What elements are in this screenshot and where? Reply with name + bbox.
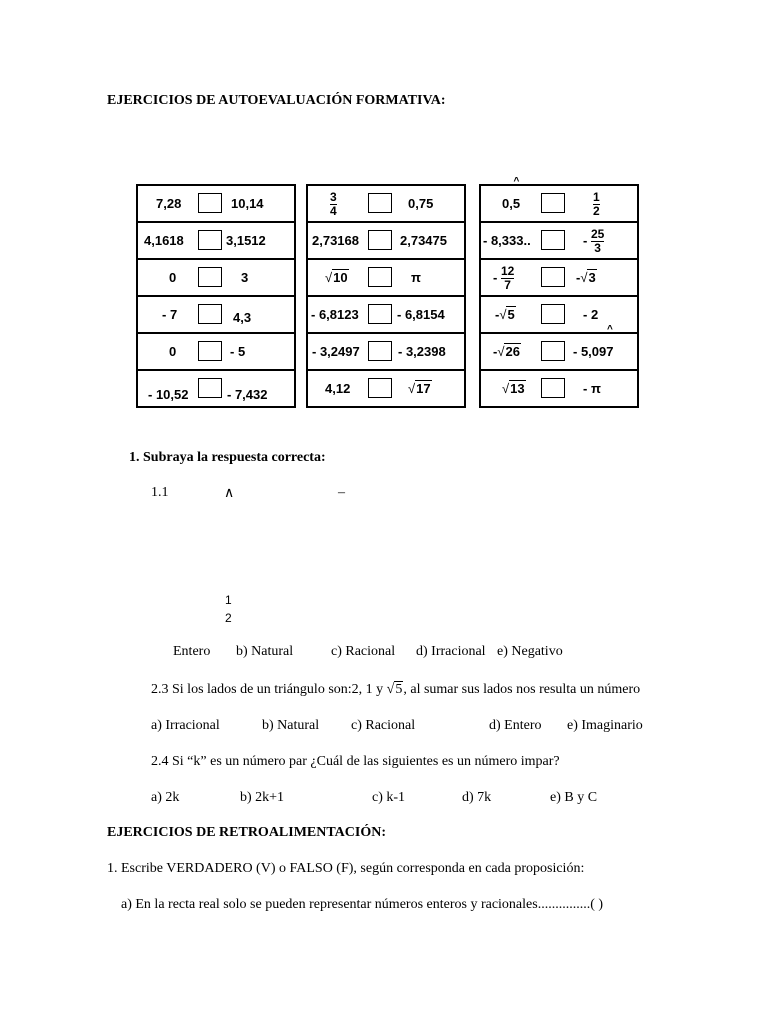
answer-box[interactable]: [368, 193, 392, 213]
left-value: - 10,52: [148, 387, 189, 402]
comparison-row: [138, 371, 294, 406]
comparison-row: [138, 186, 294, 221]
fraction: $\frac{1}{2}$: [593, 190, 600, 219]
left-value: - 6,8123: [311, 307, 359, 322]
left-value: 7,28: [156, 196, 182, 211]
answer-box[interactable]: [198, 378, 222, 398]
answer-box[interactable]: [541, 341, 565, 361]
right-value: π: [411, 270, 421, 285]
left-value: √10: [325, 270, 348, 285]
comparison-row: [138, 334, 294, 369]
feedback-statement-a: a) En la recta real solo se pueden representar números enteros y racionales...............( ): [121, 897, 604, 912]
comparison-row: [308, 223, 464, 258]
answer-box[interactable]: [368, 341, 392, 361]
left-value: 0, ^ 5: [502, 176, 521, 211]
right-value: -√3: [576, 270, 596, 285]
question-1-title: 1. Subraya la respuesta correcta:: [129, 450, 326, 465]
fraction: $\frac{3}{4}$: [330, 190, 337, 219]
answer-box[interactable]: [541, 230, 565, 250]
left-value: -√5: [495, 307, 515, 322]
option-2-2-d[interactable]: d) Irracional: [416, 644, 486, 659]
left-value: - $\frac{12}{7}$: [493, 264, 515, 293]
right-value: √17: [408, 381, 431, 396]
fraction: $\frac{12}{7}$: [500, 264, 515, 293]
option-2-2-a[interactable]: Entero: [173, 644, 211, 659]
left-value: -√26: [493, 344, 520, 359]
option-2-3-e[interactable]: e) Imaginario: [567, 718, 643, 733]
right-value: - π: [583, 381, 601, 396]
left-value: [330, 186, 337, 221]
comparison-table-2: [306, 184, 466, 408]
comparison-row: [138, 297, 294, 332]
comparison-row: [308, 334, 464, 369]
option-2-3-b[interactable]: b) Natural: [262, 718, 320, 733]
right-value: - 3,2398: [398, 344, 446, 359]
answer-box[interactable]: [198, 304, 222, 324]
answer-box[interactable]: [368, 267, 392, 287]
option-2-3-d[interactable]: d) Entero: [489, 718, 542, 733]
left-value: - 7: [162, 307, 178, 322]
question-2-4: 2.4 Si “k” es un número par ¿Cuál de las siguientes es un número impar?: [151, 754, 560, 769]
comparison-row: [138, 223, 294, 258]
comparison-row: [481, 223, 637, 258]
right-value: - 6,8154: [397, 307, 445, 322]
option-2-2-e[interactable]: e) Negativo: [497, 644, 563, 659]
option-2-4-c[interactable]: c) k-1: [372, 790, 406, 805]
comparison-row: [481, 260, 637, 295]
and-symbol: ∧: [224, 486, 235, 501]
fraction: $\frac{25}{3}$: [590, 227, 605, 256]
option-2-2-b[interactable]: b) Natural: [236, 644, 294, 659]
right-value: 10,14: [231, 196, 264, 211]
right-value: - $\frac{25}{3}$: [583, 227, 605, 256]
right-value: 3: [241, 270, 249, 285]
right-value: 3,1512: [226, 233, 266, 248]
answer-box[interactable]: [368, 304, 392, 324]
page-title: EJERCICIOS DE AUTOEVALUACIÓN FORMATIVA:: [107, 93, 446, 108]
comparison-row: [308, 297, 464, 332]
right-value: - 5: [230, 344, 246, 359]
right-value: - 7,432: [227, 387, 268, 402]
left-value: 0: [169, 270, 177, 285]
right-value: 2,73475: [400, 233, 447, 248]
option-2-4-b[interactable]: b) 2k+1: [240, 790, 285, 805]
right-value: - 5,09 ^ 7: [573, 324, 614, 359]
feedback-question-1: 1. Escribe VERDADERO (V) o FALSO (F), según corresponda en cada proposición:: [107, 861, 585, 876]
comparison-table-3: [479, 176, 639, 408]
answer-box[interactable]: [198, 193, 222, 213]
answer-box[interactable]: [198, 230, 222, 250]
left-value: √13: [502, 381, 525, 396]
option-2-3-a[interactable]: a) Irracional: [151, 718, 220, 733]
left-value: 4,12: [325, 381, 351, 396]
half-fraction: 1 2: [225, 593, 232, 625]
answer-box[interactable]: [541, 267, 565, 287]
comparison-row: [308, 260, 464, 295]
comparison-row: [138, 260, 294, 295]
comparison-table-1: [136, 184, 296, 408]
comparison-row: [308, 186, 464, 221]
left-value: 0: [169, 344, 177, 359]
answer-box[interactable]: [541, 193, 565, 213]
answer-box[interactable]: [368, 230, 392, 250]
comparison-row: [481, 297, 637, 332]
question-1-1-label: 1.1: [151, 485, 169, 500]
option-2-2-c[interactable]: c) Racional: [331, 644, 396, 659]
answer-box[interactable]: [541, 304, 565, 324]
answer-box[interactable]: [198, 267, 222, 287]
option-2-4-d[interactable]: d) 7k: [462, 790, 492, 805]
right-value: [593, 186, 600, 221]
option-2-4-e[interactable]: e) B y C: [550, 790, 598, 805]
comparison-row: [308, 371, 464, 406]
right-value: 0,75: [408, 196, 434, 211]
right-value: - 2: [583, 307, 599, 322]
right-value: 4,3: [233, 310, 252, 325]
question-2-3: 2.3 Si los lados de un triángulo son:2, 1 y √5, al sumar sus lados nos resulta un número: [151, 682, 641, 697]
feedback-title: EJERCICIOS DE RETROALIMENTACIÓN:: [107, 825, 387, 840]
left-value: 4,1618: [144, 233, 184, 248]
left-value: - 3,2497: [312, 344, 360, 359]
answer-box[interactable]: [368, 378, 392, 398]
left-value: - 8,333..: [483, 233, 531, 248]
comparison-row: [481, 324, 637, 369]
answer-box[interactable]: [541, 378, 565, 398]
comparison-row: [481, 371, 637, 406]
option-2-4-a[interactable]: a) 2k: [151, 790, 180, 805]
minus-symbol: –: [338, 485, 345, 500]
comparison-row: [481, 176, 637, 221]
answer-box[interactable]: [198, 341, 222, 361]
option-2-3-c[interactable]: c) Racional: [351, 718, 416, 733]
left-value: 2,73168: [312, 233, 359, 248]
